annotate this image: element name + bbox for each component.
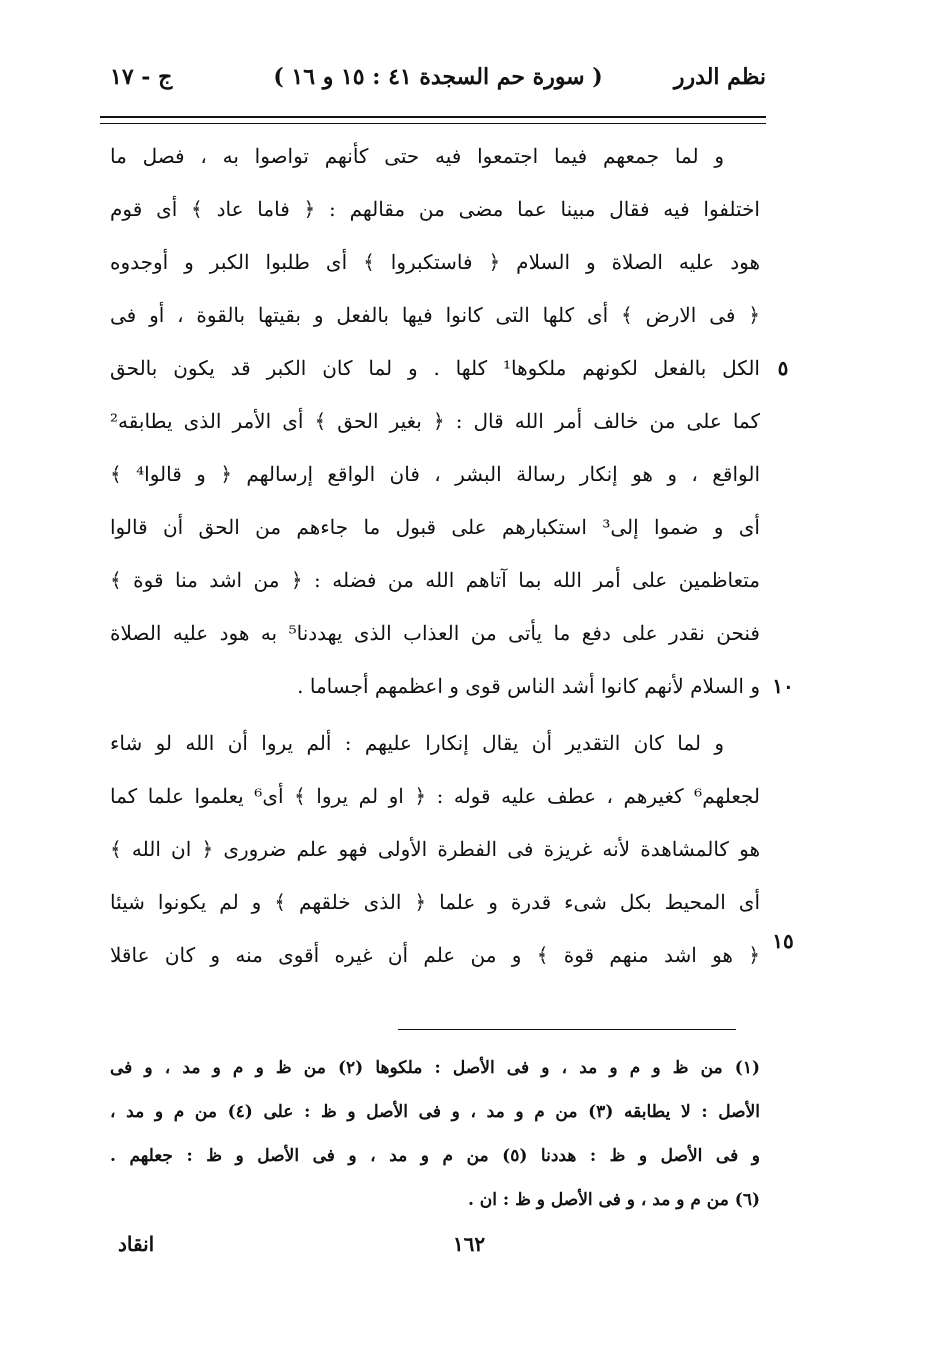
text-line: كما على من خالف أمر الله قال : ﴿ بغير الحق ﴾ أى الأمر الذى يطابقه² — [110, 409, 760, 433]
footnote-line: (١) من ظ و م و مد ، و فى الأصل : ملكوها (٢) من ظ و م و مد ، و فى — [110, 1058, 760, 1078]
text-line: أى المحيط بكل شىء قدرة و علما ﴿ الذى خلقهم ﴾ و لم يكونوا شيئا — [110, 890, 760, 914]
text-line: و لما جمعهم فيما اجتمعوا فيه حتى كأنهم تواصوا به ، فصل ما — [110, 144, 724, 168]
text-line: الواقع ، و هو إنكار رسالة البشر ، فان الواقع إرسالهم ﴿ و قالوا⁴ ﴾ — [110, 462, 760, 486]
book-title: نظم الدرر — [673, 64, 766, 90]
text-line: متعاظمين على أمر الله بما آتاهم الله من فضله : ﴿ من اشد منا قوة ﴾ — [110, 568, 760, 592]
volume-number: ج - ١٧ — [110, 64, 173, 90]
surah-reference: ( سورة حم السجدة ٤١ : ١٥ و ١٦ ) — [273, 64, 603, 90]
line-number-15: ١٥ — [772, 929, 794, 953]
text-line: هود عليه الصلاة و السلام ﴿ فاستكبروا ﴾ أى طلبوا الكبر و أوجدوه — [110, 250, 760, 274]
line-number-5: ٥ — [777, 356, 789, 380]
text-line: ﴿ فى الارض ﴾ أى كلها التى كانوا فيها بالفعل و بقيتها بالقوة ، أو فى — [110, 303, 760, 327]
text-line: اختلفوا فيه فقال مبينا عما مضى من مقالهم : ﴿ فاما عاد ﴾ أى قوم — [110, 197, 760, 221]
footnote-line: و فى الأصل و ظ : هددنا (٥) من م و مد ، و فى الأصل و ظ : جعلهم . — [110, 1146, 760, 1166]
footnotes — [110, 1046, 760, 1222]
header-rule — [100, 116, 766, 124]
footnote-rule — [398, 1029, 736, 1030]
page-number: ١٦٢ — [452, 1232, 486, 1256]
catchword: انقاد — [118, 1232, 155, 1256]
text-line: هو كالمشاهدة لأنه غريزة فى الفطرة الأولى فهو علم ضرورى ﴿ ان الله ﴾ — [110, 837, 760, 861]
text-line: الكل بالفعل لكونهم ملكوها¹ كلها . و لما كان الكبر قد يكون بالحق — [110, 356, 760, 380]
running-header — [110, 58, 766, 98]
footnote-line: (٦) من م و مد ، و فى الأصل و ظ : ان . — [467, 1190, 760, 1210]
footnote-line: الأصل : لا يطابقه (٣) من م و مد ، و فى الأصل و ظ : على (٤) من م و مد ، — [110, 1102, 760, 1122]
text-line: أى و ضموا إلى³ استكبارهم على قبول ما جاءهم من الحق أن قالوا — [110, 515, 760, 539]
text-line: لجعلهم⁶ كغيرهم ، عطف عليه قوله : ﴿ او لم يروا ﴾ أى⁶ يعلموا علما كما — [110, 784, 760, 808]
text-line: و لما كان التقدير أن يقال إنكارا عليهم : ألم يروا أن الله لو شاء — [110, 731, 724, 755]
text-line: ﴿ هو اشد منهم قوة ﴾ و من علم أن غيره أقوى منه و كان عاقلا — [110, 943, 760, 967]
text-line: فنحن نقدر على دفع ما يأتى من العذاب الذى يهددنا⁵ به هود عليه الصلاة — [110, 621, 760, 645]
main-text — [110, 130, 760, 982]
text-line: و السلام لأنهم كانوا أشد الناس قوى و اعظمهم أجساما . — [297, 674, 760, 698]
line-number-10: ١٠ — [772, 674, 794, 698]
